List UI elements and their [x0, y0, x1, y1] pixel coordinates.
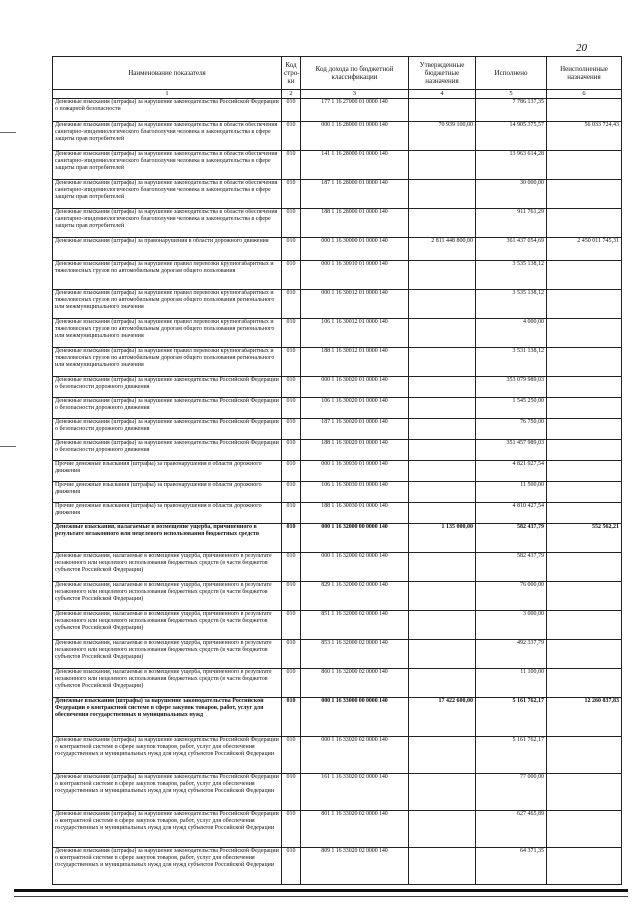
column-number: 6	[547, 90, 622, 99]
cell-line-code: 010	[282, 461, 301, 482]
cell-executed: 76 000,00	[476, 582, 547, 611]
cell-approved: 70 939 100,00	[409, 122, 476, 151]
cell-executed: 4 810 427,54	[476, 503, 547, 524]
cell-indicator-name: Прочие денежные взыскания (штрафы) за правонарушения в области дорожного движения	[53, 461, 282, 482]
cell-approved	[409, 611, 476, 640]
column-number: 2	[282, 90, 301, 99]
cell-executed: 351 457 989,03	[476, 440, 547, 461]
column-number: 3	[301, 90, 409, 99]
cell-indicator-name: Денежные взыскания (штрафы) за нарушение законодательства Российской Федерации о пожарной безопасности	[53, 99, 282, 122]
cell-executed: 13 963 614,28	[476, 151, 547, 180]
budget-execution-table	[52, 56, 622, 885]
cell-classification-code: 000 1 16 30020 01 0000 140	[301, 377, 409, 398]
cell-approved	[409, 99, 476, 122]
scan-edge-mark	[0, 446, 16, 447]
cell-remaining	[547, 261, 622, 290]
cell-executed: 911 761,29	[476, 209, 547, 238]
cell-executed: 361 437 054,69	[476, 238, 547, 261]
cell-approved: 1 135 000,00	[409, 524, 476, 553]
cell-approved	[409, 482, 476, 503]
table-row	[53, 640, 622, 669]
cell-approved	[409, 553, 476, 582]
cell-classification-code: 000 1 16 32000 02 0000 140	[301, 553, 409, 582]
cell-line-code: 010	[282, 398, 301, 419]
cell-indicator-name: Прочие денежные взыскания (штрафы) за правонарушения в области дорожного движения	[53, 482, 282, 503]
page-number: 20	[576, 42, 587, 54]
header-indicator-name: Наименование показателя	[53, 57, 282, 90]
cell-line-code: 010	[282, 122, 301, 151]
cell-remaining	[547, 151, 622, 180]
cell-remaining	[547, 611, 622, 640]
table-row	[53, 290, 622, 319]
cell-line-code: 010	[282, 419, 301, 440]
header-approved: Утвержденные бюджетные назначения	[409, 57, 476, 90]
cell-remaining: 552 562,21	[547, 524, 622, 553]
cell-executed: 5 161 762,17	[476, 737, 547, 774]
cell-line-code: 010	[282, 290, 301, 319]
cell-line-code: 010	[282, 737, 301, 774]
header-remaining: Неисполненные назначения	[547, 57, 622, 90]
cell-approved	[409, 461, 476, 482]
cell-classification-code: 188 1 16 30012 01 0000 140	[301, 348, 409, 377]
cell-indicator-name: Денежные взыскания (штрафы) за нарушение законодательства Российской Федерации о безопасности дорожного движения	[53, 377, 282, 398]
cell-line-code: 010	[282, 582, 301, 611]
cell-classification-code: 188 1 16 30030 01 0000 140	[301, 503, 409, 524]
cell-remaining	[547, 180, 622, 209]
cell-indicator-name: Денежные взыскания (штрафы) за нарушение законодательства Российской Федерации о контрактной системе в сфере закупок товаров, работ, услуг для обеспечения государственных и муниципальных нужд для нужд субъектов Российской Федерации	[53, 774, 282, 811]
cell-remaining	[547, 377, 622, 398]
cell-approved	[409, 348, 476, 377]
cell-executed: 77 000,00	[476, 774, 547, 811]
cell-line-code: 010	[282, 151, 301, 180]
cell-remaining	[547, 319, 622, 348]
cell-executed: 7 786 137,35	[476, 99, 547, 122]
cell-classification-code: 000 1 16 30000 01 0000 140	[301, 238, 409, 261]
table-row	[53, 122, 622, 151]
scan-bottom-line	[14, 896, 628, 897]
cell-line-code: 010	[282, 774, 301, 811]
cell-executed: 3 531 138,12	[476, 348, 547, 377]
cell-classification-code: 860 1 16 32000 02 0000 140	[301, 669, 409, 698]
cell-executed: 3 535 138,12	[476, 261, 547, 290]
cell-remaining	[547, 209, 622, 238]
cell-line-code: 010	[282, 261, 301, 290]
cell-line-code: 010	[282, 848, 301, 885]
column-number: 5	[476, 90, 547, 99]
cell-classification-code: 161 1 16 33020 02 0000 140	[301, 774, 409, 811]
cell-executed: 582 437,79	[476, 553, 547, 582]
cell-approved	[409, 261, 476, 290]
cell-indicator-name: Денежные взыскания (штрафы) за нарушение законодательства Российской Федерации о контрактной системе в сфере закупок товаров, работ, услуг для обеспечения государственных и муниципальных нужд для нужд субъектов Российской Федерации	[53, 811, 282, 848]
table-body	[53, 99, 622, 885]
table-row	[53, 377, 622, 398]
table-row	[53, 238, 622, 261]
cell-indicator-name: Прочие денежные взыскания (штрафы) за правонарушения в области дорожного движения	[53, 503, 282, 524]
cell-classification-code: 188 1 16 28000 01 0000 140	[301, 209, 409, 238]
cell-classification-code: 188 1 16 30020 01 0000 140	[301, 440, 409, 461]
cell-remaining: 12 260 837,83	[547, 698, 622, 737]
cell-line-code: 010	[282, 440, 301, 461]
cell-classification-code: 000 1 16 30010 01 0000 140	[301, 261, 409, 290]
cell-approved	[409, 290, 476, 319]
cell-executed: 30 000,00	[476, 180, 547, 209]
column-number: 1	[53, 90, 282, 99]
header-executed: Исполнено	[476, 57, 547, 90]
table-row	[53, 503, 622, 524]
cell-classification-code: 000 1 16 33000 00 0000 140	[301, 698, 409, 737]
cell-indicator-name: Денежные взыскания (штрафы) за нарушение правил перевозки крупногабаритных и тяжеловесных грузов по автомобильным дорогам общего пользования регионального или межмуниципального значения	[53, 319, 282, 348]
cell-executed: 14 905 375,57	[476, 122, 547, 151]
scan-bottom-border	[14, 889, 628, 892]
cell-classification-code: 853 1 16 32000 02 0000 140	[301, 640, 409, 669]
cell-classification-code: 187 1 16 28000 01 0000 140	[301, 180, 409, 209]
cell-approved	[409, 774, 476, 811]
table-row	[53, 209, 622, 238]
cell-remaining	[547, 398, 622, 419]
cell-remaining	[547, 290, 622, 319]
cell-executed: 11 100,00	[476, 669, 547, 698]
table-row	[53, 261, 622, 290]
cell-approved	[409, 209, 476, 238]
cell-executed: 5 161 762,17	[476, 698, 547, 737]
cell-approved: 17 422 600,00	[409, 698, 476, 737]
table-row	[53, 461, 622, 482]
table-row	[53, 99, 622, 122]
table-row	[53, 811, 622, 848]
cell-remaining	[547, 99, 622, 122]
cell-remaining	[547, 503, 622, 524]
cell-indicator-name: Денежные взыскания (штрафы) за нарушение законодательства в области обеспечения санитарно-эпидемиологического благополучия человека и законодательства в сфере защиты прав потребителей	[53, 151, 282, 180]
cell-approved	[409, 180, 476, 209]
cell-approved	[409, 737, 476, 774]
cell-indicator-name: Денежные взыскания (штрафы) за нарушение правил перевозки крупногабаритных и тяжеловесных грузов по автомобильным дорогам общего пользования регионального или межмуниципального значения	[53, 290, 282, 319]
column-number-row	[53, 90, 622, 99]
cell-classification-code: 187 1 16 30020 01 0000 140	[301, 419, 409, 440]
table-row	[53, 582, 622, 611]
cell-indicator-name: Денежные взыскания (штрафы) за правонарушения в области дорожного движения	[53, 238, 282, 261]
cell-indicator-name: Денежные взыскания (штрафы) за нарушение законодательства Российской Федерации о безопасности дорожного движения	[53, 419, 282, 440]
cell-approved	[409, 811, 476, 848]
cell-line-code: 010	[282, 209, 301, 238]
cell-indicator-name: Денежные взыскания, налагаемые в возмещение ущерба, причиненного в результате незаконного или нецелевого использования бюджетных средств (в части бюджетов субъектов Российской Федерации)	[53, 553, 282, 582]
table-row	[53, 698, 622, 737]
table-row	[53, 180, 622, 209]
cell-approved	[409, 669, 476, 698]
cell-remaining	[547, 419, 622, 440]
cell-line-code: 010	[282, 482, 301, 503]
cell-indicator-name: Денежные взыскания (штрафы) за нарушение законодательства Российской Федерации о контрактной системе в сфере закупок товаров, работ, услуг для обеспечения государственных и муниципальных нужд	[53, 698, 282, 737]
cell-indicator-name: Денежные взыскания (штрафы) за нарушение законодательства Российской Федерации о безопасности дорожного движения	[53, 440, 282, 461]
cell-remaining	[547, 461, 622, 482]
cell-line-code: 010	[282, 640, 301, 669]
table-row	[53, 848, 622, 885]
cell-executed: 76 750,00	[476, 419, 547, 440]
cell-classification-code: 801 1 16 33020 02 0000 140	[301, 811, 409, 848]
table-row	[53, 440, 622, 461]
cell-executed: 627 465,89	[476, 811, 547, 848]
cell-remaining	[547, 553, 622, 582]
cell-executed: 3 535 138,12	[476, 290, 547, 319]
cell-remaining: 2 450 011 745,31	[547, 238, 622, 261]
cell-line-code: 010	[282, 611, 301, 640]
cell-line-code: 010	[282, 698, 301, 737]
table-row	[53, 774, 622, 811]
table-row	[53, 611, 622, 640]
cell-line-code: 010	[282, 503, 301, 524]
cell-approved	[409, 319, 476, 348]
cell-remaining	[547, 482, 622, 503]
cell-classification-code: 106 1 16 30012 01 0000 140	[301, 319, 409, 348]
cell-remaining	[547, 737, 622, 774]
header-classification-code: Код дохода по бюджетной классификации	[301, 57, 409, 90]
cell-line-code: 010	[282, 319, 301, 348]
table-row	[53, 669, 622, 698]
cell-remaining	[547, 440, 622, 461]
table-row	[53, 419, 622, 440]
cell-indicator-name: Денежные взыскания, налагаемые в возмещение ущерба, причиненного в результате незаконного или нецелевого использования бюджетных средств (в части бюджетов субъектов Российской Федерации)	[53, 669, 282, 698]
cell-executed: 3 000,00	[476, 611, 547, 640]
cell-indicator-name: Денежные взыскания (штрафы) за нарушение правил перевозки крупногабаритных и тяжеловесных грузов по автомобильным дорогам общего пользования регионального или межмуниципального значения	[53, 348, 282, 377]
cell-classification-code: 000 1 16 30030 01 0000 140	[301, 461, 409, 482]
cell-indicator-name: Денежные взыскания, налагаемые в возмещение ущерба, причиненного в результате незаконного или нецелевого использования бюджетных средств (в части бюджетов субъектов Российской Федерации)	[53, 611, 282, 640]
cell-classification-code: 000 1 16 33020 02 0000 140	[301, 737, 409, 774]
table-row	[53, 482, 622, 503]
cell-line-code: 010	[282, 99, 301, 122]
cell-classification-code: 809 1 16 33020 02 0000 140	[301, 848, 409, 885]
cell-approved	[409, 440, 476, 461]
table-row	[53, 151, 622, 180]
cell-indicator-name: Денежные взыскания (штрафы) за нарушение законодательства Российской Федерации о контрактной системе в сфере закупок товаров, работ, услуг для обеспечения государственных и муниципальных нужд для нужд субъектов Российской Федерации	[53, 848, 282, 885]
cell-remaining	[547, 640, 622, 669]
table-row	[53, 398, 622, 419]
cell-indicator-name: Денежные взыскания (штрафы) за нарушение правил перевозки крупногабаритных и тяжеловесных грузов по автомобильным дорогам общего пользования	[53, 261, 282, 290]
cell-line-code: 010	[282, 524, 301, 553]
header-line-code: Код стро-ки	[282, 57, 301, 90]
column-number: 4	[409, 90, 476, 99]
cell-line-code: 010	[282, 377, 301, 398]
cell-remaining	[547, 669, 622, 698]
cell-indicator-name: Денежные взыскания (штрафы) за нарушение законодательства Российской Федерации о контрактной системе в сфере закупок товаров, работ, услуг для обеспечения государственных и муниципальных нужд для нужд субъектов Российской Федерации	[53, 737, 282, 774]
cell-approved	[409, 419, 476, 440]
cell-executed: 1 545 250,00	[476, 398, 547, 419]
table-header-row	[53, 57, 622, 90]
cell-remaining	[547, 811, 622, 848]
scan-edge-mark	[0, 132, 16, 133]
table-row	[53, 348, 622, 377]
cell-approved	[409, 398, 476, 419]
cell-remaining	[547, 774, 622, 811]
cell-approved	[409, 503, 476, 524]
cell-executed: 11 500,00	[476, 482, 547, 503]
table-row	[53, 524, 622, 553]
cell-remaining	[547, 582, 622, 611]
cell-indicator-name: Денежные взыскания (штрафы) за нарушение законодательства в области обеспечения санитарно-эпидемиологического благополучия человека и законодательства в сфере защиты прав потребителей	[53, 180, 282, 209]
cell-approved	[409, 151, 476, 180]
cell-indicator-name: Денежные взыскания, налагаемые в возмещение ущерба, причиненного в результате незаконного или нецелевого использования бюджетных средств	[53, 524, 282, 553]
table-row	[53, 319, 622, 348]
cell-classification-code: 851 1 16 32000 02 0000 140	[301, 611, 409, 640]
cell-classification-code: 106 1 16 30030 01 0000 140	[301, 482, 409, 503]
cell-executed: 582 437,79	[476, 524, 547, 553]
cell-classification-code: 177 1 16 27000 01 0000 140	[301, 99, 409, 122]
cell-indicator-name: Денежные взыскания, налагаемые в возмещение ущерба, причиненного в результате незаконного или нецелевого использования бюджетных средств (в части бюджетов субъектов Российской Федерации)	[53, 582, 282, 611]
cell-executed: 353 079 989,03	[476, 377, 547, 398]
cell-executed: 4 000,00	[476, 319, 547, 348]
cell-remaining	[547, 348, 622, 377]
cell-remaining	[547, 848, 622, 885]
table-row	[53, 737, 622, 774]
cell-line-code: 010	[282, 669, 301, 698]
cell-approved	[409, 582, 476, 611]
cell-line-code: 010	[282, 238, 301, 261]
cell-line-code: 010	[282, 348, 301, 377]
cell-indicator-name: Денежные взыскания, налагаемые в возмещение ущерба, причиненного в результате незаконного или нецелевого использования бюджетных средств (в части бюджетов субъектов Российской Федерации)	[53, 640, 282, 669]
cell-indicator-name: Денежные взыскания (штрафы) за нарушение законодательства Российской Федерации о безопасности дорожного движения	[53, 398, 282, 419]
cell-approved	[409, 848, 476, 885]
cell-classification-code: 141 1 16 28000 01 0000 140	[301, 151, 409, 180]
cell-classification-code: 106 1 16 30020 01 0000 140	[301, 398, 409, 419]
cell-remaining: 56 033 724,43	[547, 122, 622, 151]
cell-indicator-name: Денежные взыскания (штрафы) за нарушение законодательства в области обеспечения санитарно-эпидемиологического благополучия человека и законодательства в сфере защиты прав потребителей	[53, 122, 282, 151]
cell-classification-code: 000 1 16 32000 00 0000 140	[301, 524, 409, 553]
cell-executed: 64 371,35	[476, 848, 547, 885]
table-row	[53, 553, 622, 582]
cell-classification-code: 000 1 16 28000 01 0000 140	[301, 122, 409, 151]
cell-indicator-name: Денежные взыскания (штрафы) за нарушение законодательства в области обеспечения санитарно-эпидемиологического благополучия человека и законодательства в сфере защиты прав потребителей	[53, 209, 282, 238]
cell-executed: 492 337,79	[476, 640, 547, 669]
cell-line-code: 010	[282, 180, 301, 209]
cell-line-code: 010	[282, 553, 301, 582]
cell-line-code: 010	[282, 811, 301, 848]
cell-approved	[409, 377, 476, 398]
cell-classification-code: 000 1 16 30012 01 0000 140	[301, 290, 409, 319]
cell-classification-code: 829 1 16 32000 02 0000 140	[301, 582, 409, 611]
cell-approved: 2 811 448 800,00	[409, 238, 476, 261]
cell-approved	[409, 640, 476, 669]
cell-executed: 4 821 927,54	[476, 461, 547, 482]
